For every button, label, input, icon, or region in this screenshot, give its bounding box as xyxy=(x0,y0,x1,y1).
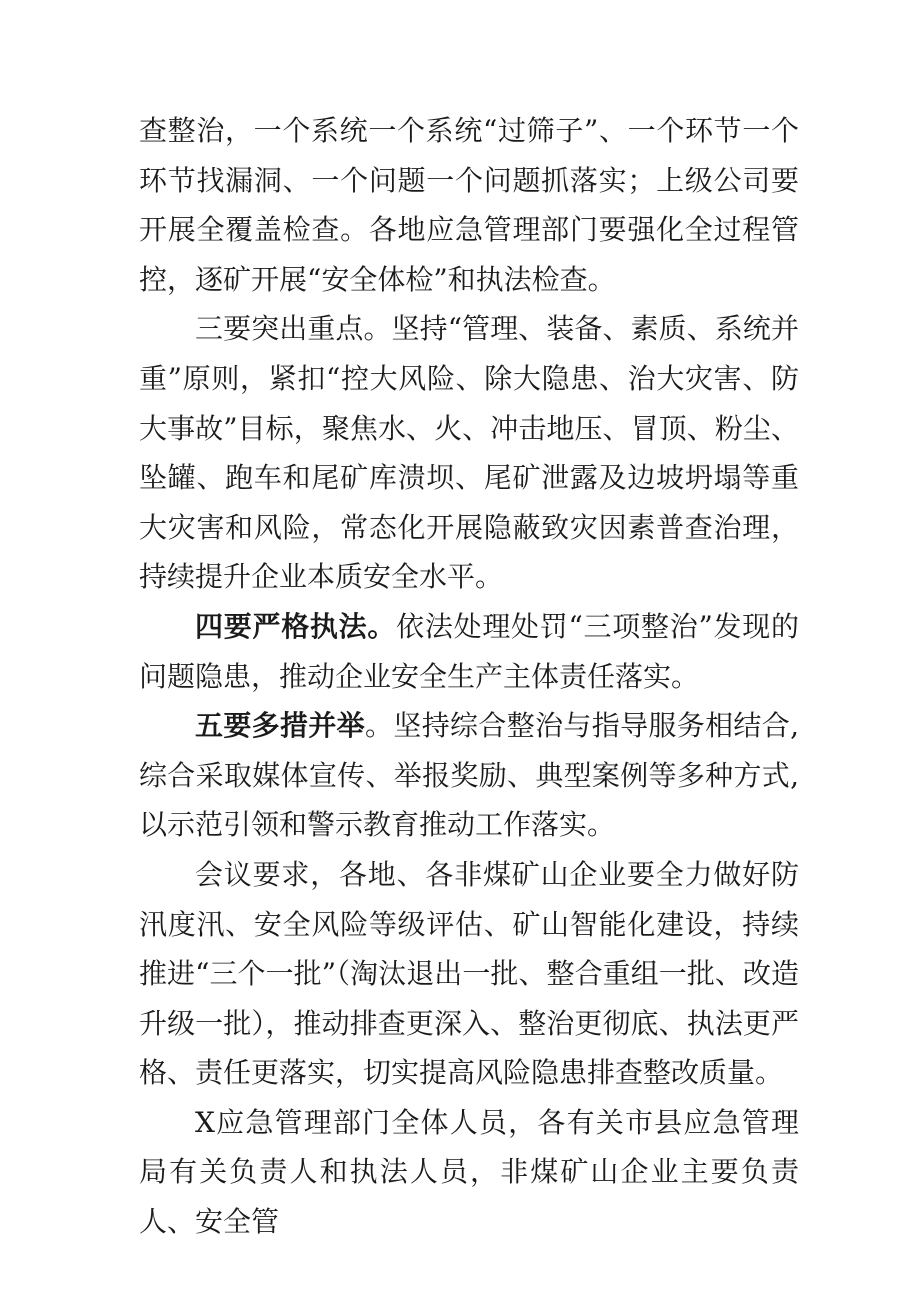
document-body xyxy=(139,106,799,1247)
paragraph-2 xyxy=(139,304,799,602)
paragraph-3-heading: 四要严格执法。 xyxy=(195,609,397,643)
paragraph-5 xyxy=(139,850,799,1098)
paragraph-3 xyxy=(139,602,799,701)
paragraph-3-text: 依法处理处罚“三项整治”发现的问题隐患，推动企业安全生产主体责任落实。 xyxy=(139,609,799,693)
paragraph-4-text: 。坚持综合整治与指导服务相结合,综合采取媒体宣传、举报奖励、典型案例等多种方式,以示范引领和警示教育推动工作落实。 xyxy=(139,709,799,842)
paragraph-6 xyxy=(139,1098,799,1247)
paragraph-4-heading: 五要多措并举 xyxy=(195,709,366,743)
paragraph-4 xyxy=(139,701,799,850)
paragraph-6-text: X应急管理部门全体人员，各有关市县应急管理局有关负责人和执法人员，非煤矿山企业主要负责人、安全管 xyxy=(139,1105,799,1239)
paragraph-2-text: 三要突出重点。坚持“管理、装备、素质、系统并重”原则，紧扣“控大风险、除大隐患、治大灾害、防大事故”目标，聚焦水、火、冲击地压、冒顶、粉尘、坠罐、跑车和尾矿库溃坝、尾矿泄露及边坡坍塌等重大灾害和风险，常态化开展隐蔽致灾因素普查治理，持续提升企业本质安全水平。 xyxy=(139,312,799,594)
paragraph-1 xyxy=(139,106,799,304)
paragraph-1-text: 查整治，一个系统一个系统“过筛子”、一个环节一个环节找漏洞、一个问题一个问题抓落实；上级公司要开展全覆盖检查。各地应急管理部门要强化全过程管控，逐矿开展“安全体检”和执法检查。 xyxy=(139,114,799,296)
paragraph-5-text: 会议要求，各地、各非煤矿山企业要全力做好防汛度汛、安全风险等级评估、矿山智能化建设，持续推进“三个一批”（淘汰退出一批、整合重组一批、改造升级一批），推动排查更深入、整治更彻底、执法更严格、责任更落实，切实提高风险隐患排查整改质量。 xyxy=(139,857,799,1090)
